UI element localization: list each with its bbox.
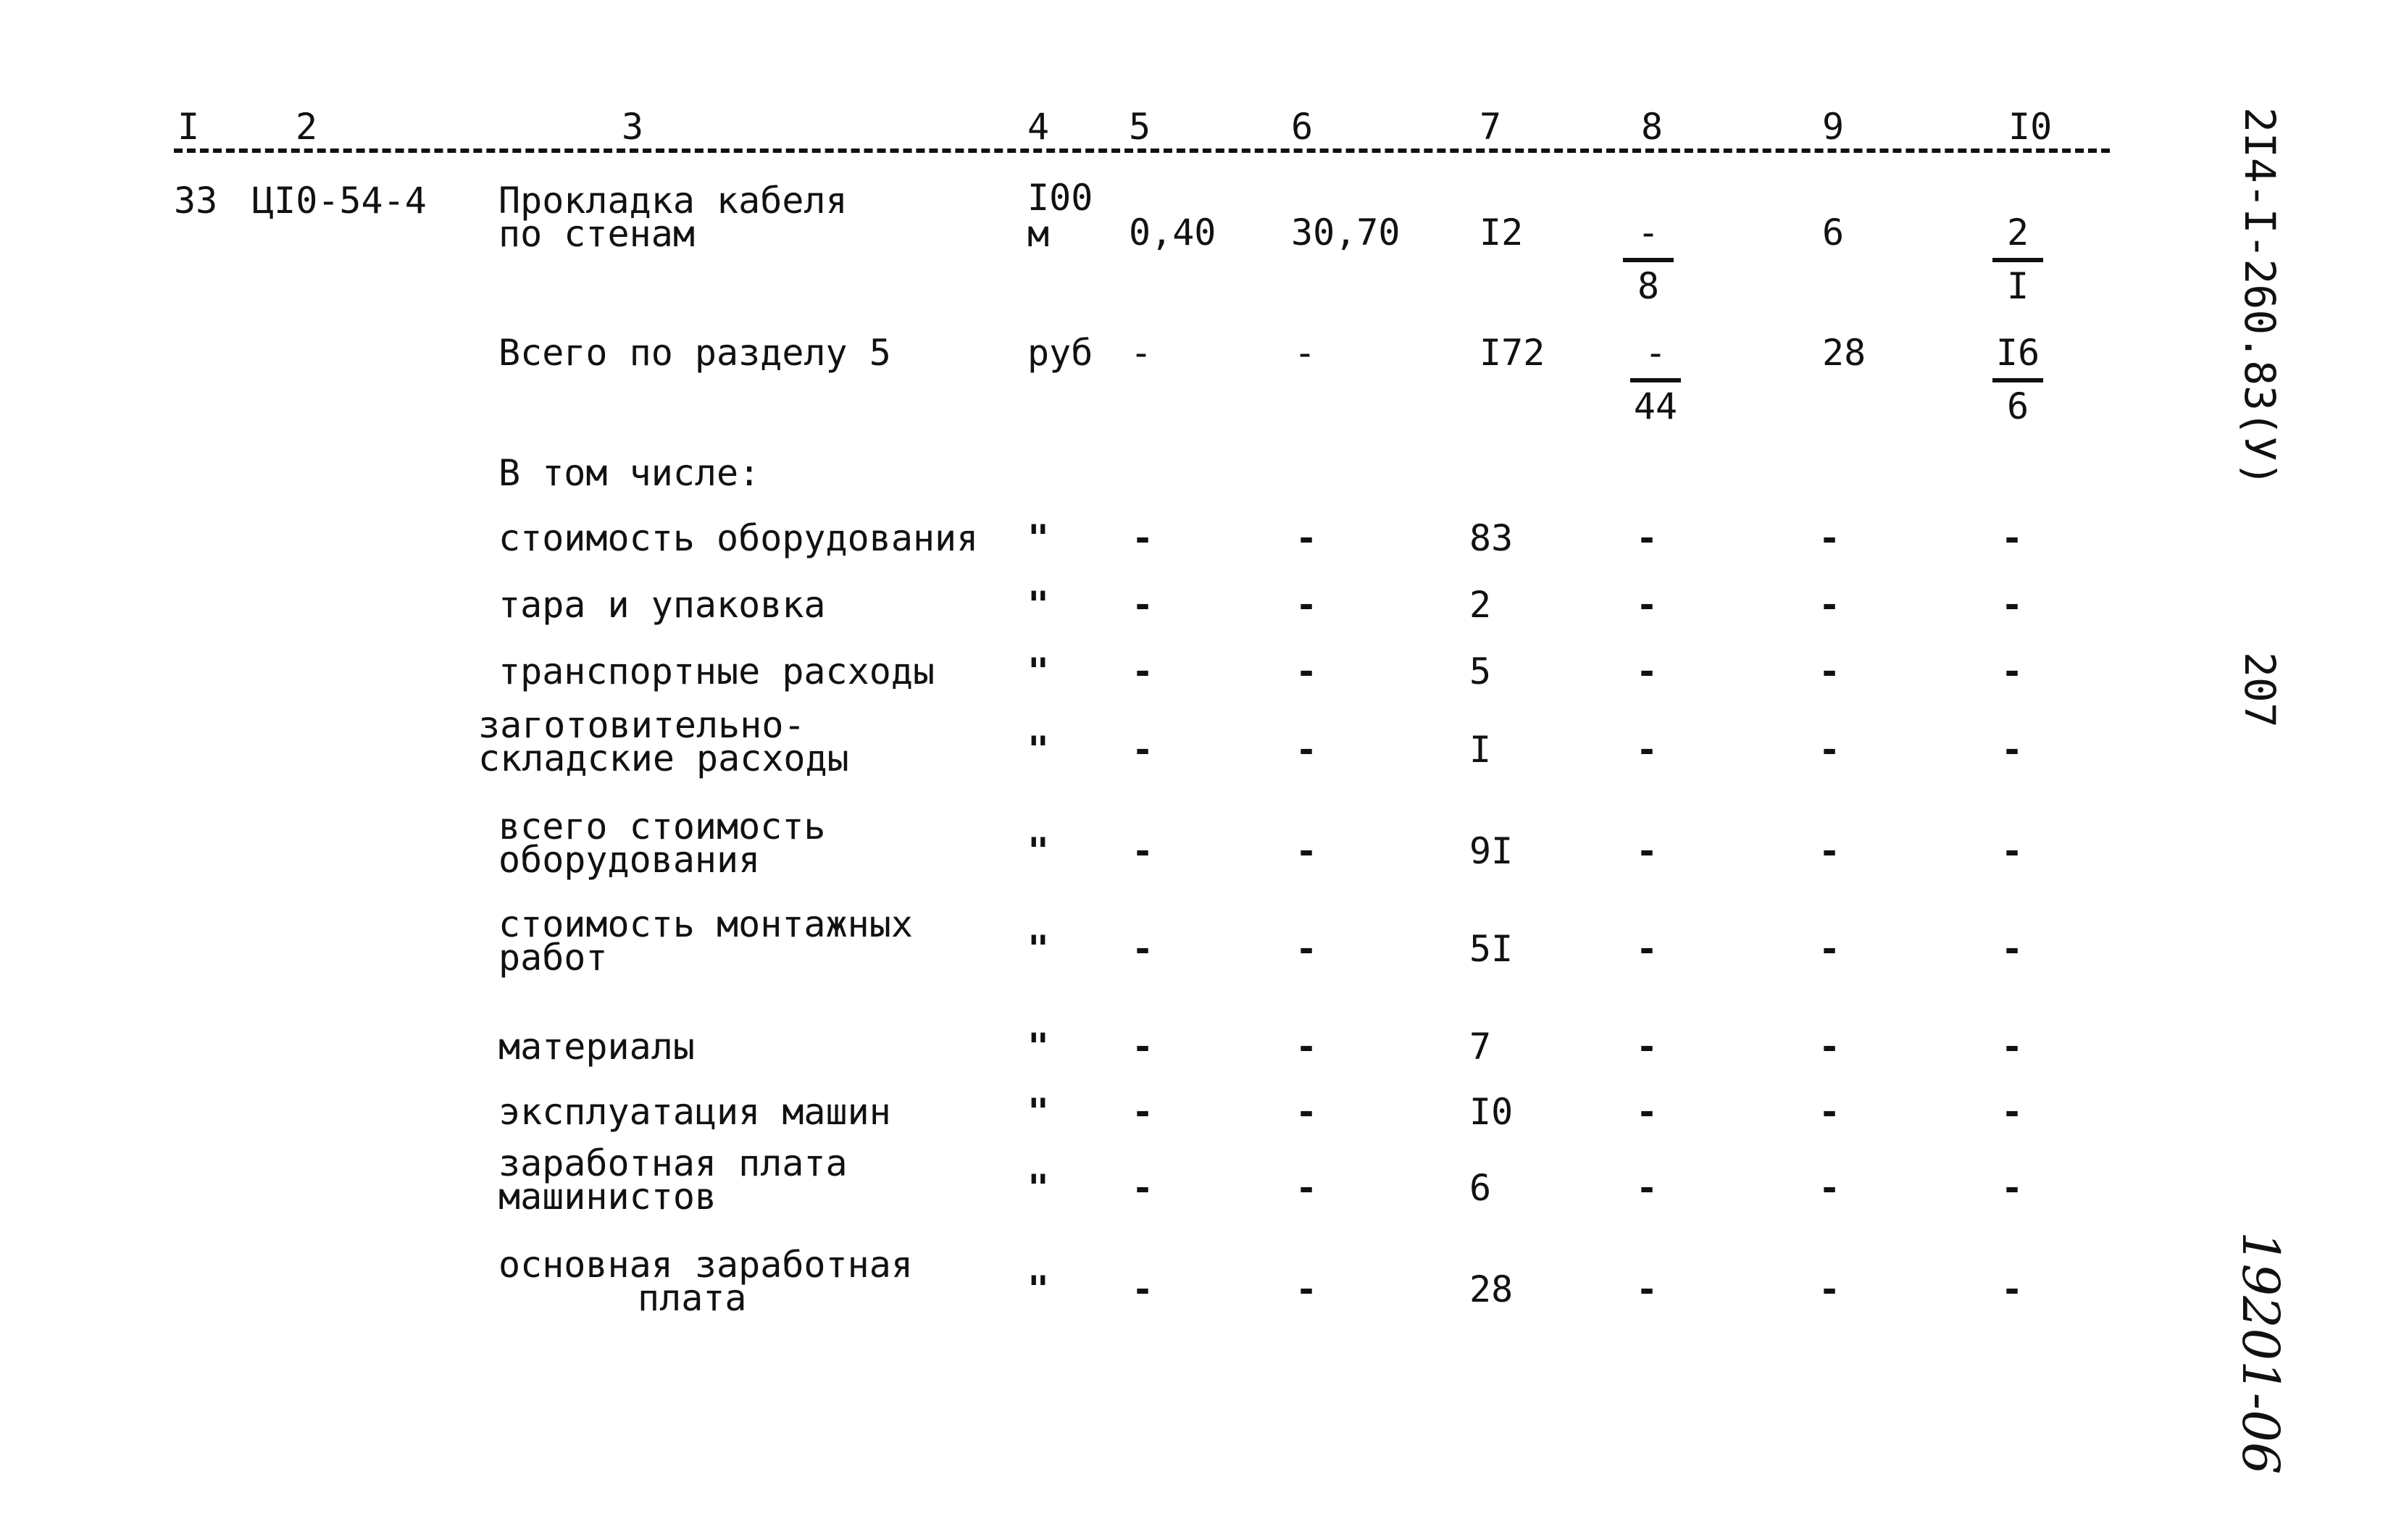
col-header-9: 9 <box>1822 106 1845 148</box>
breakdown-col5: - <box>1132 517 1154 559</box>
breakdown-col6: - <box>1295 517 1318 559</box>
breakdown-col7: 28 <box>1469 1268 1514 1310</box>
total-unit: руб <box>1027 332 1093 374</box>
total-col10-denominator: 6 <box>2006 385 2029 427</box>
breakdown-label-line2: работ <box>498 937 608 979</box>
item-col9: 6 <box>1822 212 1845 254</box>
breakdown-col5: - <box>1132 729 1154 771</box>
breakdown-col7: 5 <box>1469 650 1492 692</box>
col-header-8: 8 <box>1641 106 1664 148</box>
item-col10-fraction <box>1985 214 2050 306</box>
total-col8-numerator: - <box>1644 332 1667 374</box>
breakdown-col10: - <box>2001 1167 2024 1209</box>
item-col8-fraction <box>1616 214 1681 306</box>
fraction-bar <box>1623 258 1674 262</box>
item-unit-line1: I00 <box>1027 177 1093 219</box>
breakdown-col9: - <box>1819 928 1841 970</box>
item-col6: 30,70 <box>1291 212 1401 254</box>
breakdown-col5: - <box>1132 928 1154 970</box>
page-number: 207 <box>2235 652 2284 728</box>
total-col5: - <box>1130 332 1153 374</box>
total-col6: - <box>1294 332 1316 374</box>
breakdown-col9: - <box>1819 517 1841 559</box>
breakdown-unit: " <box>1027 517 1050 559</box>
breakdown-col8: - <box>1636 584 1658 626</box>
total-col10-fraction <box>1985 332 2050 427</box>
breakdown-label-line1: материалы <box>498 1026 695 1068</box>
including-label: В том числе: <box>498 452 761 494</box>
breakdown-col9: - <box>1819 830 1841 872</box>
fraction-bar <box>1992 378 2043 382</box>
breakdown-col9: - <box>1819 1091 1841 1133</box>
breakdown-col5: - <box>1132 650 1154 692</box>
breakdown-col10: - <box>2001 830 2024 872</box>
breakdown-col7: 2 <box>1469 584 1492 626</box>
total-col8-denominator: 44 <box>1633 385 1678 427</box>
breakdown-col5: - <box>1132 1091 1154 1133</box>
breakdown-col5: - <box>1132 584 1154 626</box>
breakdown-unit: " <box>1027 729 1050 771</box>
breakdown-col9: - <box>1819 1167 1841 1209</box>
breakdown-unit: " <box>1027 1167 1050 1209</box>
item-col8-numerator: - <box>1637 212 1660 254</box>
breakdown-label-line1: стоимость монтажных <box>498 903 913 945</box>
col-header-10: I0 <box>2008 106 2053 148</box>
breakdown-label-line1: тара и упаковка <box>498 584 826 626</box>
breakdown-col10: - <box>2001 1268 2024 1310</box>
breakdown-label-line1: стоимость оборудования <box>498 517 979 559</box>
col-header-5: 5 <box>1129 106 1151 148</box>
breakdown-label-line1: транспортные расходы <box>498 650 935 692</box>
breakdown-col10: - <box>2001 517 2024 559</box>
item-col10-denominator: I <box>2006 265 2029 307</box>
breakdown-col7: 9I <box>1469 830 1514 872</box>
breakdown-col7: 83 <box>1469 517 1514 559</box>
breakdown-col8: - <box>1636 830 1658 872</box>
col-header-4: 4 <box>1027 106 1050 148</box>
total-col7: I72 <box>1479 332 1545 374</box>
breakdown-col9: - <box>1819 650 1841 692</box>
col-header-2: 2 <box>296 106 318 148</box>
total-label: Всего по разделу 5 <box>498 332 891 374</box>
document-code: 2I4-I-260.83(У) <box>2235 107 2284 487</box>
item-name-line1: Прокладка кабеля <box>498 180 848 222</box>
total-col10-numerator: I6 <box>1995 332 2040 374</box>
col-header-6: 6 <box>1291 106 1314 148</box>
breakdown-col8: - <box>1636 928 1658 970</box>
breakdown-col9: - <box>1819 1026 1841 1068</box>
col-header-3: 3 <box>622 106 644 148</box>
breakdown-col6: - <box>1295 584 1318 626</box>
breakdown-col6: - <box>1295 928 1318 970</box>
fraction-bar <box>1992 258 2043 262</box>
breakdown-unit: " <box>1027 928 1050 970</box>
inventory-number: 19201-06 <box>2231 1231 2290 1475</box>
breakdown-col7: I <box>1469 729 1492 771</box>
item-col8-denominator: 8 <box>1637 265 1660 307</box>
breakdown-col8: - <box>1636 729 1658 771</box>
breakdown-col5: - <box>1132 1167 1154 1209</box>
item-col10-numerator: 2 <box>2006 212 2029 254</box>
breakdown-col5: - <box>1132 1268 1154 1310</box>
breakdown-col10: - <box>2001 729 2024 771</box>
item-name-line2: по стенам <box>498 213 695 255</box>
breakdown-label-line1: основная заработная <box>498 1244 913 1286</box>
item-unit-line2: м <box>1027 213 1050 255</box>
breakdown-label-line2: плата <box>638 1277 747 1319</box>
breakdown-col10: - <box>2001 1026 2024 1068</box>
header-rule <box>174 148 2110 153</box>
breakdown-col6: - <box>1295 1268 1318 1310</box>
breakdown-unit: " <box>1027 1268 1050 1310</box>
breakdown-col7: I0 <box>1469 1091 1514 1133</box>
breakdown-col9: - <box>1819 1268 1841 1310</box>
item-code: ЦI0-54-4 <box>252 180 427 222</box>
breakdown-col6: - <box>1295 1026 1318 1068</box>
breakdown-label-line2: машинистов <box>498 1176 717 1218</box>
breakdown-label-line1: заготовительно- <box>478 704 806 746</box>
breakdown-label-line2: оборудования <box>498 839 761 881</box>
breakdown-col8: - <box>1636 1167 1658 1209</box>
breakdown-col10: - <box>2001 650 2024 692</box>
breakdown-col8: - <box>1636 517 1658 559</box>
breakdown-unit: " <box>1027 584 1050 626</box>
col-header-7: 7 <box>1479 106 1502 148</box>
breakdown-col6: - <box>1295 1091 1318 1133</box>
breakdown-unit: " <box>1027 1026 1050 1068</box>
breakdown-col8: - <box>1636 1091 1658 1133</box>
breakdown-col6: - <box>1295 729 1318 771</box>
breakdown-col6: - <box>1295 1167 1318 1209</box>
fraction-bar <box>1630 378 1681 382</box>
breakdown-unit: " <box>1027 830 1050 872</box>
breakdown-col9: - <box>1819 584 1841 626</box>
col-header-1: I <box>178 106 200 148</box>
breakdown-label-line2: складские расходы <box>478 737 849 779</box>
breakdown-col5: - <box>1132 830 1154 872</box>
breakdown-col5: - <box>1132 1026 1154 1068</box>
item-col5: 0,40 <box>1129 212 1216 254</box>
breakdown-unit: " <box>1027 1091 1050 1133</box>
breakdown-col8: - <box>1636 650 1658 692</box>
breakdown-col6: - <box>1295 650 1318 692</box>
breakdown-col7: 6 <box>1469 1167 1492 1209</box>
breakdown-label-line1: всего стоимость <box>498 805 826 848</box>
breakdown-col7: 7 <box>1469 1026 1492 1068</box>
breakdown-col8: - <box>1636 1026 1658 1068</box>
total-col8-fraction <box>1623 332 1688 427</box>
item-col7: I2 <box>1479 212 1524 254</box>
breakdown-label-line1: эксплуатация машин <box>498 1091 891 1133</box>
breakdown-col10: - <box>2001 928 2024 970</box>
breakdown-col10: - <box>2001 1091 2024 1133</box>
breakdown-col8: - <box>1636 1268 1658 1310</box>
breakdown-col9: - <box>1819 729 1841 771</box>
breakdown-col10: - <box>2001 584 2024 626</box>
breakdown-col7: 5I <box>1469 928 1514 970</box>
item-number: 33 <box>174 180 218 222</box>
total-col9: 28 <box>1822 332 1866 374</box>
breakdown-col6: - <box>1295 830 1318 872</box>
breakdown-unit: " <box>1027 650 1050 692</box>
breakdown-label-line1: заработная плата <box>498 1142 848 1184</box>
